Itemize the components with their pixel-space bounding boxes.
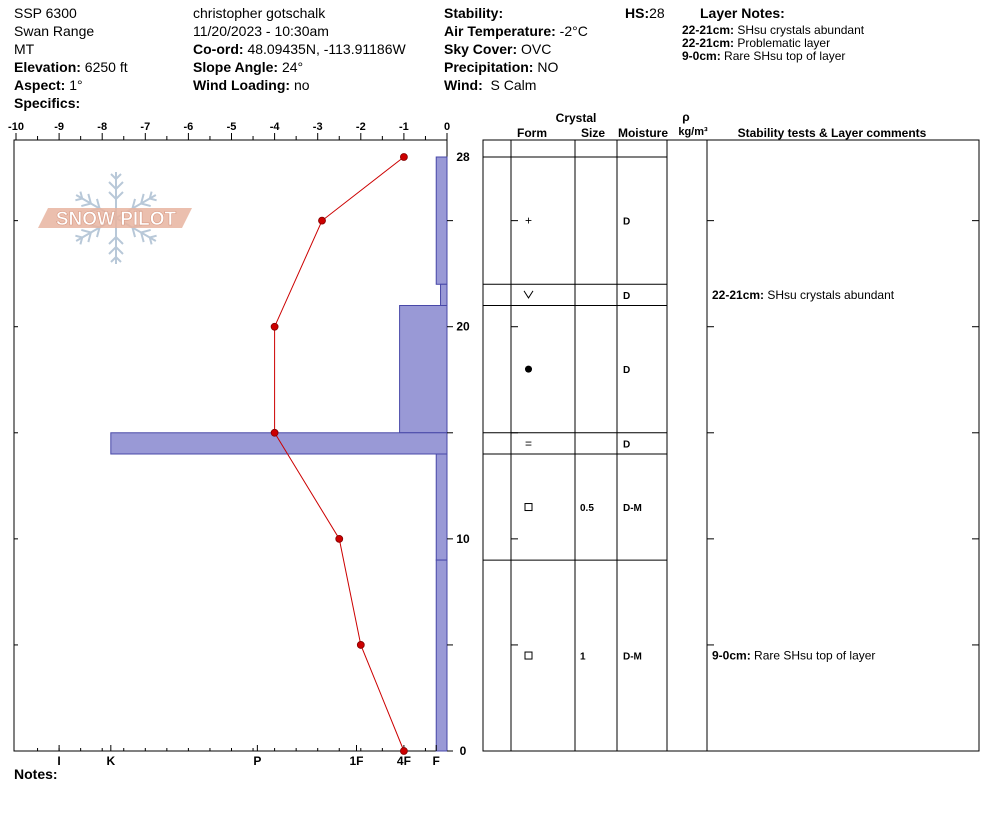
layer-moisture-2: D [623, 365, 631, 377]
height-label-3: 0 [459, 744, 467, 758]
temperature-point-3 [271, 429, 278, 436]
specifics-label: Specifics: [14, 95, 81, 111]
density-unit-header: kg/m³ [678, 126, 708, 138]
form-header: Form [517, 126, 547, 140]
layer-size-5: 1 [580, 651, 586, 663]
hardness-bar-0 [436, 157, 447, 284]
temp-tick-label-3: -7 [140, 121, 151, 133]
temp-tick-label-10: 0 [443, 121, 451, 133]
temp-tick-label-6: -4 [269, 121, 280, 133]
temperature-point-5 [357, 641, 364, 648]
airtemp-label: Air Temperature: [444, 23, 556, 39]
temperature-point-2 [271, 323, 278, 330]
layer-form-0: + [524, 213, 533, 228]
layer-rows [483, 157, 895, 663]
hardness-bar-4 [436, 454, 447, 560]
elevation-label: Elevation: [14, 59, 81, 75]
hs-value: 28 [649, 5, 665, 21]
slope-label: Slope Angle: [193, 59, 279, 75]
layer-form-5 [525, 652, 532, 659]
moisture-header: Moisture [617, 126, 669, 140]
size-header: Size [580, 126, 606, 140]
airtemp-value: -2°C [559, 23, 588, 39]
layer-form-1 [524, 291, 533, 298]
rho-header: ρ [682, 110, 690, 124]
temp-tick-label-5: -5 [226, 121, 237, 133]
height-label-2: 10 [456, 531, 470, 546]
hardness-label-3: 1F [349, 754, 364, 768]
layer-note-3: 9-0cm: Rare SHsu top of layer [682, 49, 846, 63]
coord-value: 48.09435N, -113.91186W [247, 41, 406, 57]
height-label-1: 20 [456, 319, 470, 334]
temp-tick-label-4: -6 [183, 121, 194, 133]
hardness-label-4: 4F [396, 754, 411, 768]
hardness-label-2: P [253, 754, 262, 768]
temperature-point-0 [400, 154, 407, 161]
slope-value: 24° [281, 59, 304, 75]
layer-moisture-0: D [623, 216, 631, 228]
layer-comment-text-1: SHsu crystals abundant [767, 287, 895, 302]
ssp-number: SSP 6300 [14, 5, 77, 21]
layer-note-2: 22-21cm: Problematic layer [682, 36, 831, 50]
aspect-label: Aspect: [14, 77, 66, 93]
hardness-label-5: F [432, 754, 440, 768]
stability-label: Stability: [444, 5, 504, 21]
temp-tick-label-8: -2 [355, 121, 366, 133]
layer-form-2 [525, 366, 532, 373]
layer-comment-text-5: Rare SHsu top of layer [754, 648, 876, 663]
sky-value: OVC [521, 41, 552, 57]
hs-label: HS: [625, 5, 650, 21]
observation-datetime: 11/20/2023 - 10:30am [193, 23, 329, 39]
temperature-axis [8, 121, 450, 140]
precip-label: Precipitation: [444, 59, 534, 75]
layer-table [483, 110, 979, 751]
temp-tick-label-2: -8 [97, 121, 108, 133]
layer-size-4: 0.5 [580, 503, 594, 515]
hardness-bar-1 [441, 284, 447, 305]
hardness-bars [111, 157, 447, 751]
observer-name: christopher gotschalk [193, 5, 326, 21]
logo-text: SNOW PILOT [55, 209, 177, 230]
wind-loading-label: Wind Loading: [193, 77, 291, 93]
hardness-bar-3 [111, 433, 447, 454]
temperature-point-1 [319, 217, 326, 224]
aspect-value: 1° [69, 77, 83, 93]
wind-label: Wind: [444, 77, 483, 93]
layer-moisture-1: D [623, 290, 631, 302]
temperature-point-6 [400, 748, 407, 755]
snowpilot-logo [38, 172, 192, 264]
wind-loading-value: no [293, 77, 310, 93]
height-label-0: 28 [456, 150, 470, 164]
layer-moisture-3: D [623, 439, 631, 451]
temperature-point-4 [336, 535, 343, 542]
layer-comment-range-1: 22-21cm: [712, 287, 768, 302]
hardness-label-1: K [106, 754, 116, 768]
temp-tick-label-1: -9 [54, 121, 64, 133]
comments-header: Stability tests & Layer comments [737, 126, 927, 140]
notes-label: Notes: [14, 766, 58, 782]
hardness-axis [38, 745, 440, 768]
layer-moisture-4: D-M [623, 503, 642, 515]
layer-comment-1 [712, 288, 895, 302]
temp-tick-label-0: -10 [8, 121, 24, 133]
layer-moisture-5: D-M [623, 651, 642, 663]
layer-comment-range-5: 9-0cm: [712, 648, 755, 663]
range-name: Swan Range [14, 23, 95, 39]
wind-value: S Calm [490, 77, 537, 93]
temp-tick-label-9: -1 [399, 121, 409, 133]
precip-value: NO [537, 59, 559, 75]
hardness-label-0: I [57, 754, 61, 768]
coord-label: Co-ord: [193, 41, 244, 57]
layer-notes-title: Layer Notes: [700, 5, 785, 21]
layer-comment-5 [712, 649, 875, 663]
layer-form-4 [525, 504, 532, 511]
layer-note-1: 22-21cm: SHsu crystals abundant [682, 23, 865, 37]
temp-tick-label-7: -3 [312, 121, 323, 133]
crystal-header: Crystal [555, 111, 597, 125]
sky-label: Sky Cover: [444, 41, 518, 57]
hardness-bar-5 [436, 560, 447, 751]
layer-form-3: = [524, 436, 533, 451]
state-name: MT [14, 41, 35, 57]
hardness-bar-2 [400, 306, 447, 433]
elevation-value: 6250 ft [84, 59, 128, 75]
